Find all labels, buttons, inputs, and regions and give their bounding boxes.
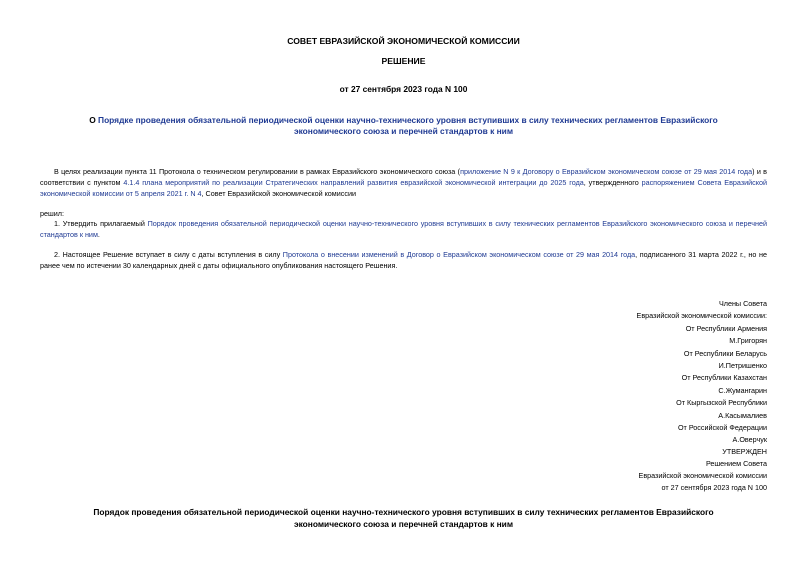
- clause-1: [40, 218, 767, 240]
- preamble-text-a: В целях реализации пункта 11 Протокола о техническом регулировании в рамках Евразийского экономического союза (: [54, 167, 461, 176]
- approval-line: УТВЕРЖДЕН: [722, 447, 767, 456]
- approval-line: Решением Совета: [705, 459, 767, 468]
- preamble-text-d: , Совет Евразийской экономической комиссии: [201, 189, 356, 198]
- signature-line: От Республики Казахстан: [681, 373, 767, 383]
- clause-2-text-b: , подписанного 31 марта 2022 г., но не ранее чем по истечении 30 календарных дней с даты официального опубликования настоящего Решения.: [40, 250, 767, 270]
- treaty-annex-link[interactable]: приложение N 9 к Договору о Евразийском экономическом союзе от 29 мая 2014 года: [460, 167, 753, 176]
- preamble-text-b: ) и в соответствии с пунктом: [40, 167, 767, 187]
- clause-1-text-a: 1. Утвердить прилагаемый: [54, 219, 148, 228]
- signature-line: Евразийской экономической комиссии:: [636, 311, 767, 321]
- signature-line: От Республики Беларусь: [683, 348, 767, 358]
- resolved-label: решил:: [40, 209, 64, 218]
- appendix-title: Порядок проведения обязательной периодической оценки научно-технического уровня вступивших в силу технических регламентов Евразийского экономического союза и перечней стандартов к ним: [93, 507, 714, 529]
- procedure-link[interactable]: Порядок проведения обязательной периодической оценки научно-технического уровня вступивших в силу технических регламентов Евразийского экономического союза и перечней стандартов к ним: [40, 219, 767, 239]
- decision-date-number: от 27 сентября 2023 года N 100: [339, 84, 468, 94]
- approval-block: [467, 446, 767, 494]
- signature-line: От Кыргызской Республики: [676, 398, 767, 408]
- signature-line: От Республики Армения: [685, 323, 767, 333]
- signature-line: От Российской Федерации: [677, 423, 767, 433]
- preamble-paragraph: [40, 166, 767, 199]
- signature-line: А.Касымалиев: [718, 410, 767, 420]
- subject-prefix: О: [89, 115, 99, 125]
- council-order-link[interactable]: распоряжением Совета Евразийской экономической комиссии от 5 апреля 2021 г. N 4: [40, 178, 767, 198]
- action-plan-link[interactable]: 4.1.4 плана мероприятий по реализации Стратегических направлений развития евразийской экономической интеграции до 2025 года: [123, 178, 584, 187]
- approval-line: от 27 сентября 2023 года N 100: [661, 483, 767, 492]
- protocol-link[interactable]: Протокола о внесении изменений в Договор о Евразийском экономическом союзе от 29 мая 2014 года: [282, 250, 636, 259]
- decision-subject: [60, 115, 747, 137]
- signature-line: А.Оверчук: [732, 435, 767, 445]
- signature-line: И.Петришенко: [718, 361, 767, 371]
- preamble-text-c: , утвержденного: [583, 178, 642, 187]
- decision-heading: РЕШЕНИЕ: [381, 56, 426, 66]
- signature-block: [467, 298, 767, 447]
- clause-2: [40, 249, 767, 271]
- subject-link[interactable]: Порядке проведения обязательной периодической оценки научно-технического уровня вступивших в силу технических регламентов Евразийского экономического союза и перечней стандартов к ним: [98, 115, 718, 136]
- signature-line: М.Григорян: [729, 336, 767, 346]
- signature-line: Члены Совета: [718, 299, 767, 308]
- approval-line: Евразийской экономической комиссии: [638, 471, 767, 480]
- signature-line: С.Жумангарин: [718, 385, 767, 395]
- clause-2-text-a: 2. Настоящее Решение вступает в силу с даты вступления в силу: [54, 250, 283, 259]
- council-heading: СОВЕТ ЕВРАЗИЙСКОЙ ЭКОНОМИЧЕСКОЙ КОМИССИИ: [287, 36, 520, 46]
- clause-1-text-b: .: [97, 230, 100, 239]
